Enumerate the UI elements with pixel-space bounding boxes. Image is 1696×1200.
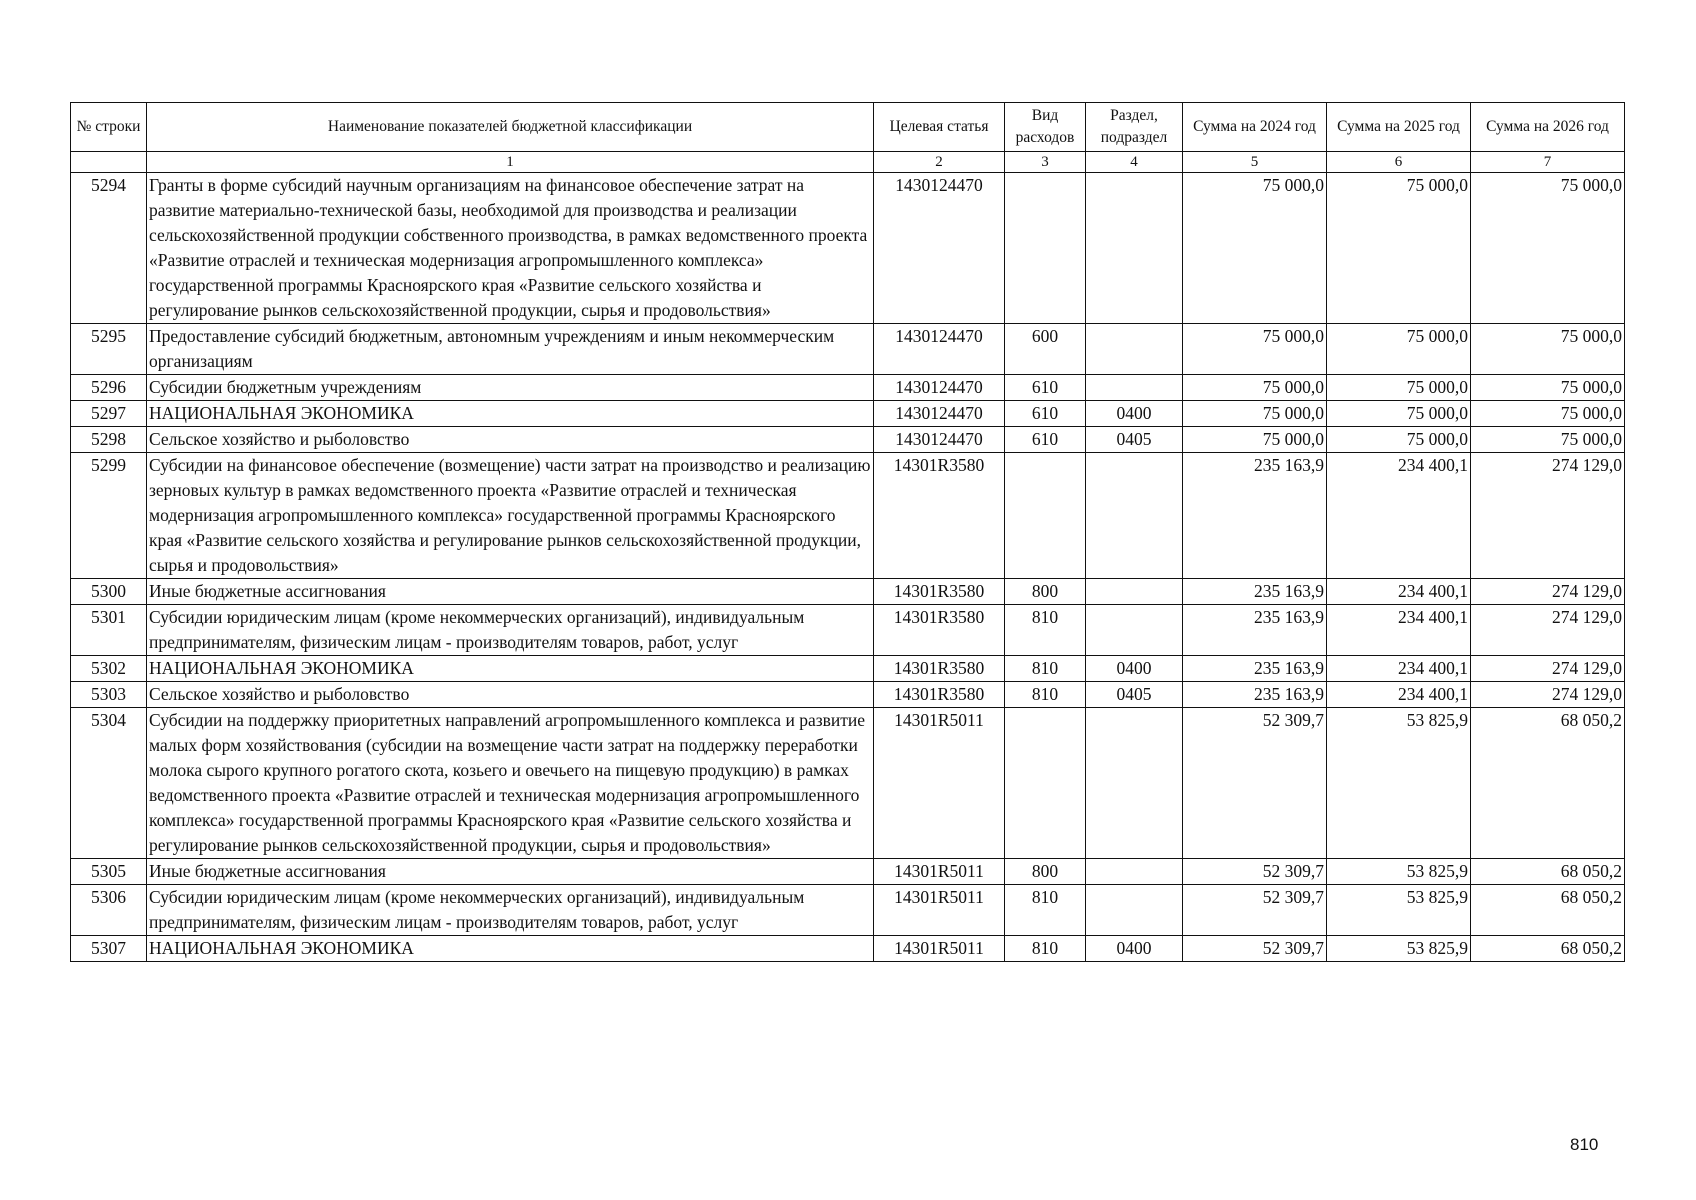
column-number: 5 bbox=[1183, 152, 1327, 173]
row-expense-type bbox=[1005, 173, 1086, 324]
row-expense-type: 810 bbox=[1005, 682, 1086, 708]
table-row bbox=[71, 173, 1625, 324]
row-sum-2024: 235 163,9 bbox=[1183, 579, 1327, 605]
budget-table bbox=[70, 102, 1625, 962]
row-target-code: 14301R5011 bbox=[874, 859, 1005, 885]
row-sum-2024: 52 309,7 bbox=[1183, 936, 1327, 962]
row-sum-2025: 234 400,1 bbox=[1327, 453, 1471, 579]
table-row bbox=[71, 427, 1625, 453]
table-row bbox=[71, 708, 1625, 859]
row-target-code: 14301R3580 bbox=[874, 656, 1005, 682]
row-sum-2026: 274 129,0 bbox=[1471, 605, 1625, 656]
row-number: 5295 bbox=[71, 324, 147, 375]
row-section bbox=[1086, 173, 1183, 324]
row-section: 0405 bbox=[1086, 682, 1183, 708]
row-sum-2026: 68 050,2 bbox=[1471, 936, 1625, 962]
row-target-code: 14301R3580 bbox=[874, 682, 1005, 708]
row-sum-2025: 234 400,1 bbox=[1327, 682, 1471, 708]
table-row bbox=[71, 401, 1625, 427]
row-name: Предоставление субсидий бюджетным, автономным учреждениям и иным некоммерческим организациям bbox=[147, 324, 874, 375]
row-sum-2025: 234 400,1 bbox=[1327, 656, 1471, 682]
row-number: 5304 bbox=[71, 708, 147, 859]
row-expense-type bbox=[1005, 453, 1086, 579]
row-sum-2024: 235 163,9 bbox=[1183, 682, 1327, 708]
row-sum-2024: 75 000,0 bbox=[1183, 401, 1327, 427]
row-sum-2024: 52 309,7 bbox=[1183, 885, 1327, 936]
column-number: 1 bbox=[147, 152, 874, 173]
row-expense-type: 810 bbox=[1005, 605, 1086, 656]
row-sum-2025: 75 000,0 bbox=[1327, 324, 1471, 375]
row-sum-2026: 75 000,0 bbox=[1471, 173, 1625, 324]
header-sum-2026: Сумма на 2026 год bbox=[1471, 103, 1625, 152]
row-expense-type: 810 bbox=[1005, 885, 1086, 936]
row-number: 5306 bbox=[71, 885, 147, 936]
row-expense-type: 810 bbox=[1005, 936, 1086, 962]
row-target-code: 1430124470 bbox=[874, 324, 1005, 375]
row-sum-2026: 68 050,2 bbox=[1471, 859, 1625, 885]
row-name: НАЦИОНАЛЬНАЯ ЭКОНОМИКА bbox=[147, 656, 874, 682]
table-body bbox=[71, 173, 1625, 962]
row-sum-2026: 274 129,0 bbox=[1471, 453, 1625, 579]
row-number: 5301 bbox=[71, 605, 147, 656]
row-sum-2026: 75 000,0 bbox=[1471, 427, 1625, 453]
row-sum-2025: 53 825,9 bbox=[1327, 859, 1471, 885]
row-target-code: 14301R3580 bbox=[874, 605, 1005, 656]
table-row bbox=[71, 885, 1625, 936]
row-target-code: 1430124470 bbox=[874, 401, 1005, 427]
row-sum-2026: 75 000,0 bbox=[1471, 324, 1625, 375]
row-sum-2025: 234 400,1 bbox=[1327, 605, 1471, 656]
row-sum-2026: 274 129,0 bbox=[1471, 656, 1625, 682]
row-number: 5307 bbox=[71, 936, 147, 962]
table-row bbox=[71, 859, 1625, 885]
header-row-no: № строки bbox=[71, 103, 147, 152]
row-number: 5305 bbox=[71, 859, 147, 885]
table-row bbox=[71, 453, 1625, 579]
row-expense-type bbox=[1005, 708, 1086, 859]
column-number: 4 bbox=[1086, 152, 1183, 173]
row-sum-2024: 52 309,7 bbox=[1183, 859, 1327, 885]
row-sum-2026: 68 050,2 bbox=[1471, 708, 1625, 859]
row-sum-2026: 274 129,0 bbox=[1471, 579, 1625, 605]
row-sum-2025: 53 825,9 bbox=[1327, 936, 1471, 962]
row-section: 0405 bbox=[1086, 427, 1183, 453]
row-sum-2024: 75 000,0 bbox=[1183, 324, 1327, 375]
table-row bbox=[71, 579, 1625, 605]
row-target-code: 14301R3580 bbox=[874, 453, 1005, 579]
row-expense-type: 800 bbox=[1005, 859, 1086, 885]
row-sum-2025: 75 000,0 bbox=[1327, 375, 1471, 401]
row-name: НАЦИОНАЛЬНАЯ ЭКОНОМИКА bbox=[147, 936, 874, 962]
row-name: Сельское хозяйство и рыболовство bbox=[147, 427, 874, 453]
row-name: Субсидии юридическим лицам (кроме некоммерческих организаций), индивидуальным предпринимателям, физическим лицам - производителям товаров, работ, услуг bbox=[147, 605, 874, 656]
header-expense-type: Вид расходов bbox=[1005, 103, 1086, 152]
header-sum-2025: Сумма на 2025 год bbox=[1327, 103, 1471, 152]
row-target-code: 14301R3580 bbox=[874, 579, 1005, 605]
row-expense-type: 610 bbox=[1005, 375, 1086, 401]
row-expense-type: 610 bbox=[1005, 401, 1086, 427]
row-name: Сельское хозяйство и рыболовство bbox=[147, 682, 874, 708]
row-number: 5302 bbox=[71, 656, 147, 682]
row-sum-2026: 68 050,2 bbox=[1471, 885, 1625, 936]
row-expense-type: 610 bbox=[1005, 427, 1086, 453]
table-row bbox=[71, 656, 1625, 682]
row-target-code: 1430124470 bbox=[874, 375, 1005, 401]
table-row bbox=[71, 936, 1625, 962]
row-name: НАЦИОНАЛЬНАЯ ЭКОНОМИКА bbox=[147, 401, 874, 427]
row-name: Гранты в форме субсидий научным организациям на финансовое обеспечение затрат на развитие материально-технической базы, необходимой для производства и реализации сельскохозяйственной продукции собственного производства, в рамках ведомственного проекта «Развитие отраслей и техническая модернизация агропромышленного комплекса» государственной программы Красноярского края «Развитие сельского хозяйства и регулирование рынков сельскохозяйственной продукции, сырья и продовольствия» bbox=[147, 173, 874, 324]
row-sum-2024: 75 000,0 bbox=[1183, 173, 1327, 324]
header-target: Целевая статья bbox=[874, 103, 1005, 152]
header-sum-2024: Сумма на 2024 год bbox=[1183, 103, 1327, 152]
row-name: Иные бюджетные ассигнования bbox=[147, 859, 874, 885]
row-sum-2025: 75 000,0 bbox=[1327, 401, 1471, 427]
row-number: 5294 bbox=[71, 173, 147, 324]
row-section: 0400 bbox=[1086, 936, 1183, 962]
header-section: Раздел, подраздел bbox=[1086, 103, 1183, 152]
row-section bbox=[1086, 885, 1183, 936]
row-sum-2024: 235 163,9 bbox=[1183, 605, 1327, 656]
row-section bbox=[1086, 708, 1183, 859]
row-section bbox=[1086, 579, 1183, 605]
row-name: Субсидии на финансовое обеспечение (возмещение) части затрат на производство и реализацию зерновых культур в рамках ведомственного проекта «Развитие отраслей и техническая модернизация агропромышленного комплекса» государственной программы Красноярского края «Развитие сельского хозяйства и регулирование рынков сельскохозяйственной продукции, сырья и продовольствия» bbox=[147, 453, 874, 579]
row-sum-2026: 75 000,0 bbox=[1471, 401, 1625, 427]
table-row bbox=[71, 605, 1625, 656]
row-section: 0400 bbox=[1086, 401, 1183, 427]
column-number: 7 bbox=[1471, 152, 1625, 173]
column-number: 6 bbox=[1327, 152, 1471, 173]
row-section bbox=[1086, 605, 1183, 656]
row-expense-type: 800 bbox=[1005, 579, 1086, 605]
row-name: Иные бюджетные ассигнования bbox=[147, 579, 874, 605]
row-section bbox=[1086, 375, 1183, 401]
row-sum-2024: 52 309,7 bbox=[1183, 708, 1327, 859]
row-sum-2024: 75 000,0 bbox=[1183, 427, 1327, 453]
row-section bbox=[1086, 324, 1183, 375]
table-row bbox=[71, 682, 1625, 708]
row-name: Субсидии на поддержку приоритетных направлений агропромышленного комплекса и развитие малых форм хозяйствования (субсидии на возмещение части затрат на поддержку переработки молока сырого крупного рогатого скота, козьего и овечьего на пищевую продукцию) в рамках ведомственного проекта «Развитие отраслей и техническая модернизация агропромышленного комплекса» государственной программы Красноярского края «Развитие сельского хозяйства и регулирование рынков сельскохозяйственной продукции, сырья и продовольствия» bbox=[147, 708, 874, 859]
column-number bbox=[71, 152, 147, 173]
row-name: Субсидии бюджетным учреждениям bbox=[147, 375, 874, 401]
row-section: 0400 bbox=[1086, 656, 1183, 682]
row-target-code: 1430124470 bbox=[874, 427, 1005, 453]
budget-document bbox=[70, 102, 1625, 962]
row-target-code: 14301R5011 bbox=[874, 936, 1005, 962]
row-number: 5299 bbox=[71, 453, 147, 579]
row-sum-2024: 75 000,0 bbox=[1183, 375, 1327, 401]
row-sum-2024: 235 163,9 bbox=[1183, 453, 1327, 579]
row-target-code: 14301R5011 bbox=[874, 708, 1005, 859]
row-sum-2024: 235 163,9 bbox=[1183, 656, 1327, 682]
row-number: 5303 bbox=[71, 682, 147, 708]
row-number: 5300 bbox=[71, 579, 147, 605]
row-sum-2026: 75 000,0 bbox=[1471, 375, 1625, 401]
row-section bbox=[1086, 859, 1183, 885]
row-target-code: 1430124470 bbox=[874, 173, 1005, 324]
row-section bbox=[1086, 453, 1183, 579]
row-expense-type: 600 bbox=[1005, 324, 1086, 375]
page-number: 810 bbox=[1570, 1135, 1599, 1154]
row-sum-2025: 75 000,0 bbox=[1327, 427, 1471, 453]
row-sum-2025: 53 825,9 bbox=[1327, 885, 1471, 936]
row-sum-2026: 274 129,0 bbox=[1471, 682, 1625, 708]
row-number: 5297 bbox=[71, 401, 147, 427]
column-number: 2 bbox=[874, 152, 1005, 173]
row-expense-type: 810 bbox=[1005, 656, 1086, 682]
table-row bbox=[71, 324, 1625, 375]
row-sum-2025: 53 825,9 bbox=[1327, 708, 1471, 859]
row-name: Субсидии юридическим лицам (кроме некоммерческих организаций), индивидуальным предпринимателям, физическим лицам - производителям товаров, работ, услуг bbox=[147, 885, 874, 936]
header-name: Наименование показателей бюджетной классификации bbox=[147, 103, 874, 152]
row-target-code: 14301R5011 bbox=[874, 885, 1005, 936]
row-sum-2025: 75 000,0 bbox=[1327, 173, 1471, 324]
column-number: 3 bbox=[1005, 152, 1086, 173]
row-sum-2025: 234 400,1 bbox=[1327, 579, 1471, 605]
table-row bbox=[71, 375, 1625, 401]
table-header-row bbox=[71, 103, 1625, 152]
row-number: 5296 bbox=[71, 375, 147, 401]
row-number: 5298 bbox=[71, 427, 147, 453]
column-number-row bbox=[71, 152, 1625, 173]
